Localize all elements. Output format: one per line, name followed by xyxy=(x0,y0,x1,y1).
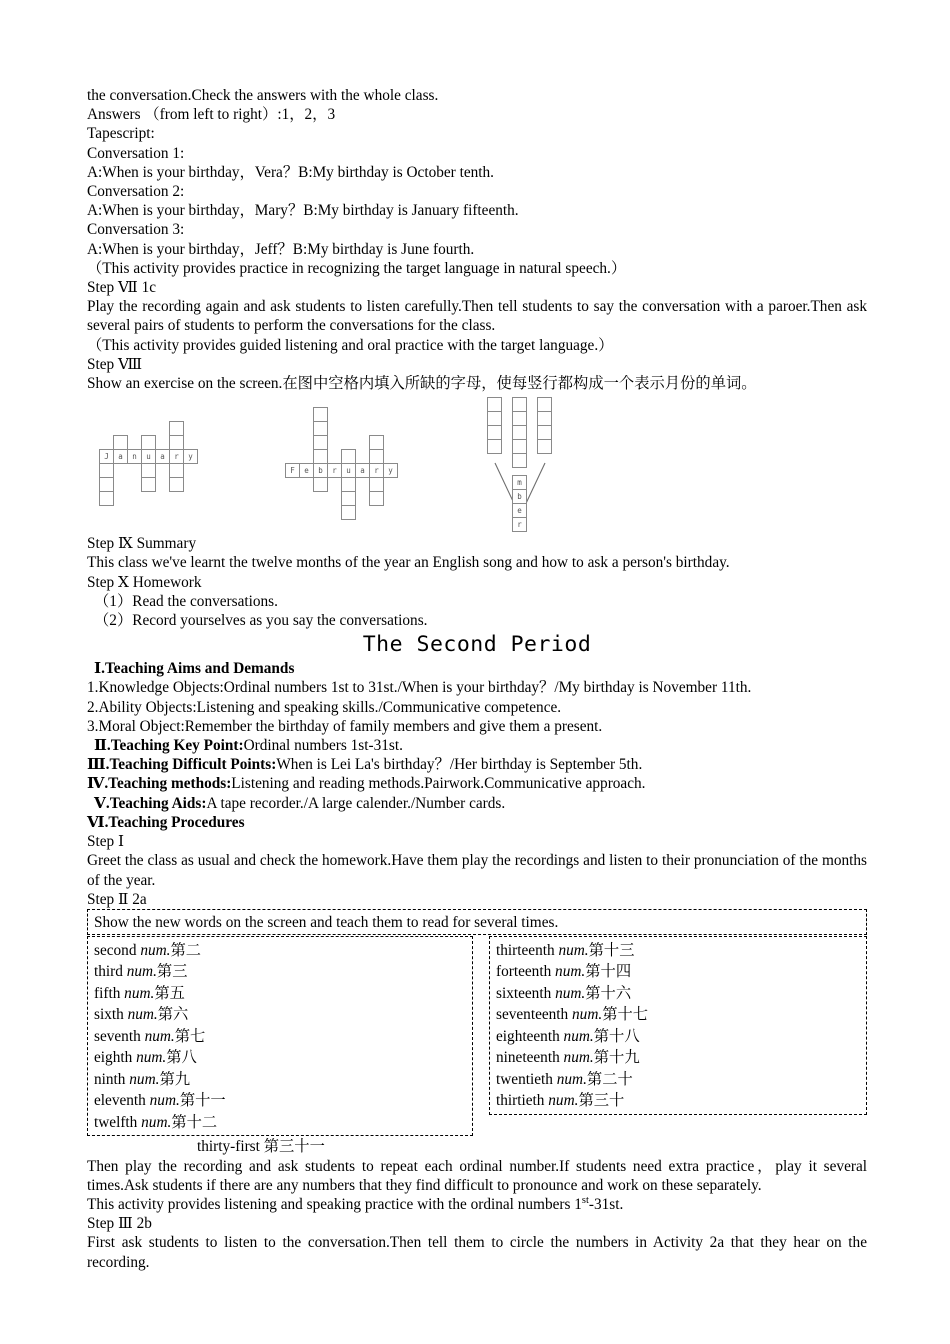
difficult-points-label: Ⅲ.Teaching Difficult Points: xyxy=(87,756,277,774)
january-empty-cell xyxy=(141,435,156,450)
tail-paragraph-1: Then play the recording and ask students to repeat each ordinal number.If students need extra practice，play it several times.Ask students if there are any numbers that they find difficult to pronounce and work on these separately. xyxy=(87,1157,867,1194)
ember-column-3-cell xyxy=(537,439,552,454)
word-chinese: 第十四 xyxy=(585,963,632,981)
key-point-line xyxy=(87,736,867,755)
aids-line xyxy=(87,794,867,813)
january-empty-cell xyxy=(99,491,114,506)
word-chinese: 第十三 xyxy=(588,941,635,959)
word-english: eighteenth xyxy=(496,1027,564,1045)
homework-item-2: （2）Record yourselves as you say the conversations. xyxy=(94,612,428,630)
february-empty-cell xyxy=(313,435,328,450)
word-chinese: 第九 xyxy=(159,1070,191,1088)
word-english: thirtieth xyxy=(496,1092,549,1110)
text-line: Conversation 2: xyxy=(87,183,185,201)
word-english: fifth xyxy=(94,984,125,1002)
word-entry xyxy=(94,1047,466,1069)
february-empty-cell xyxy=(369,449,384,464)
word-chinese: 第二十 xyxy=(586,1070,633,1088)
ember-stem-letter-cell: r xyxy=(512,517,527,532)
word-entry xyxy=(496,1026,860,1048)
word-chinese: 第十九 xyxy=(593,1049,640,1067)
aims-item: 1.Knowledge Objects:Ordinal numbers 1st to 31st./When is your birthday？/My birthday is November 11th. xyxy=(87,679,752,697)
january-letter-cell: u xyxy=(141,449,156,464)
word-entry xyxy=(496,1047,860,1069)
word-list-box-right xyxy=(489,936,867,1115)
word-chinese: 第六 xyxy=(157,1006,189,1024)
aids-text: A tape recorder./A large calender./Number cards. xyxy=(206,794,506,812)
step-1-body: Greet the class as usual and check the homework.Have them play the recordings and listen to their pronunciation of the months of the year. xyxy=(87,852,867,889)
word-english: second xyxy=(94,941,141,959)
word-part-of-speech: num. xyxy=(136,1049,167,1067)
word-entry xyxy=(94,983,466,1005)
word-part-of-speech: num. xyxy=(555,963,586,981)
ember-column-1-cell xyxy=(487,411,502,426)
tail-p2-pre: This activity provides listening and speaking practice with the ordinal numbers 1 xyxy=(87,1196,582,1214)
word-english: forteenth xyxy=(496,963,556,981)
february-empty-cell xyxy=(369,491,384,506)
word-english: seventeenth xyxy=(496,1006,573,1024)
february-letter-cell: a xyxy=(355,463,370,478)
word-entry xyxy=(94,940,466,962)
january-empty-cell xyxy=(141,463,156,478)
february-empty-cell xyxy=(341,449,356,464)
page-title: The Second Period xyxy=(362,632,592,658)
text-line: Tapescript: xyxy=(87,125,155,143)
word-entry xyxy=(94,1112,466,1134)
word-chinese: 第十二 xyxy=(171,1113,218,1131)
text-line: A:When is your birthday，Vera？B:My birthday is October tenth. xyxy=(87,163,494,181)
ember-column-1-cell xyxy=(487,397,502,412)
word-part-of-speech: num. xyxy=(140,941,171,959)
word-entry xyxy=(496,961,860,983)
word-chinese: 第十七 xyxy=(602,1006,649,1024)
word-entry xyxy=(94,1069,466,1091)
january-empty-cell xyxy=(99,463,114,478)
word-entry xyxy=(496,983,860,1005)
february-empty-cell xyxy=(369,435,384,450)
january-letter-cell: a xyxy=(113,449,128,464)
word-english: twentieth xyxy=(496,1070,557,1088)
word-part-of-speech: num. xyxy=(129,1070,160,1088)
word-entry xyxy=(94,1004,466,1026)
ember-column-3-cell xyxy=(537,425,552,440)
methods-line xyxy=(87,774,867,793)
text-line: A:When is your birthday，Mary？B:My birthday is January fifteenth. xyxy=(87,202,519,220)
word-entry xyxy=(94,1026,466,1048)
january-empty-cell xyxy=(141,477,156,492)
january-empty-cell xyxy=(169,421,184,436)
step-heading-7: Step Ⅶ 1c xyxy=(87,279,157,297)
difficult-points-line xyxy=(87,755,867,774)
text-line: （This activity provides practice in recognizing the target language in natural speech.） xyxy=(87,259,627,277)
document-page xyxy=(87,86,867,1272)
february-letter-cell: F xyxy=(285,463,300,478)
word-entry xyxy=(94,961,466,983)
ember-column-1-cell xyxy=(487,425,502,440)
teaching-aims-section xyxy=(87,659,867,909)
word-entry xyxy=(496,940,860,962)
february-letter-cell: r xyxy=(327,463,342,478)
ember-stem-letter-cell: e xyxy=(512,503,527,518)
word-chinese: 第三十 xyxy=(578,1092,625,1110)
word-entry xyxy=(94,1090,466,1112)
tail-p2-post: -31st. xyxy=(588,1196,624,1214)
word-english: eleventh xyxy=(94,1092,150,1110)
february-letter-cell: y xyxy=(383,463,398,478)
word-english: third xyxy=(94,963,127,981)
february-empty-cell xyxy=(313,477,328,492)
thirty-first-line: thirty-first 第三十一 xyxy=(197,1138,325,1156)
word-chinese: 第三 xyxy=(156,963,188,981)
word-part-of-speech: num. xyxy=(141,1113,172,1131)
february-empty-cell xyxy=(369,477,384,492)
february-letter-cell: r xyxy=(369,463,384,478)
step-heading-8: Step Ⅷ xyxy=(87,355,143,373)
difficult-points-text: When is Lei La's birthday？/Her birthday is September 5th. xyxy=(276,756,643,774)
word-part-of-speech: num. xyxy=(572,1006,603,1024)
ordinal-superscript: st xyxy=(581,1194,589,1206)
summary-block xyxy=(87,534,867,630)
word-chinese: 第十一 xyxy=(179,1092,226,1110)
word-english: thirteenth xyxy=(496,941,559,959)
step-heading-2: Step Ⅱ 2a xyxy=(87,890,147,908)
key-point-label: Ⅱ.Teaching Key Point: xyxy=(94,737,244,755)
january-letter-cell: a xyxy=(155,449,170,464)
puzzle-arrows xyxy=(87,397,867,537)
word-english: ninth xyxy=(94,1070,130,1088)
word-entry xyxy=(496,1004,860,1026)
text-line: Conversation 3: xyxy=(87,221,185,239)
word-part-of-speech: num. xyxy=(127,1006,158,1024)
word-entry xyxy=(496,1069,860,1091)
word-part-of-speech: num. xyxy=(144,1027,175,1045)
word-part-of-speech: num. xyxy=(563,1049,594,1067)
top-text-block xyxy=(87,86,867,393)
word-chinese: 第十六 xyxy=(585,984,632,1002)
ember-column-2-cell xyxy=(512,397,527,412)
january-empty-cell xyxy=(169,463,184,478)
word-part-of-speech: num. xyxy=(548,1092,579,1110)
word-part-of-speech: num. xyxy=(556,1070,587,1088)
january-empty-cell xyxy=(113,435,128,450)
word-chinese: 第五 xyxy=(154,984,185,1002)
step-3-body: First ask students to listen to the conversation.Then tell them to circle the numbers in Activity 2a that they hear on the recording. xyxy=(87,1234,867,1271)
word-english: nineteenth xyxy=(496,1049,564,1067)
aims-item: 3.Moral Object:Remember the birthday of family members and give them a present. xyxy=(87,717,603,735)
word-list-box-left xyxy=(87,936,473,1137)
word-part-of-speech: num. xyxy=(149,1092,180,1110)
tail-text-block xyxy=(87,1157,867,1272)
ember-stem-letter-cell: b xyxy=(512,489,527,504)
ember-column-2-cell xyxy=(512,411,527,426)
word-part-of-speech: num. xyxy=(124,984,155,1002)
aims-heading: Ⅰ.Teaching Aims and Demands xyxy=(94,660,295,678)
word-list-columns xyxy=(87,936,867,1137)
text-line: A:When is your birthday，Jeff？B:My birthday is June fourth. xyxy=(87,240,475,258)
month-crossword-puzzle xyxy=(87,397,867,534)
ember-column-2-cell xyxy=(512,425,527,440)
february-empty-cell xyxy=(313,407,328,422)
january-letter-cell: n xyxy=(127,449,142,464)
aims-item: 2.Ability Objects:Listening and speaking skills./Communicative competence. xyxy=(87,698,562,716)
homework-item-1: （1）Read the conversations. xyxy=(94,592,278,610)
word-part-of-speech: num. xyxy=(563,1027,594,1045)
step-heading-1: Step Ⅰ xyxy=(87,833,125,851)
ember-column-1-cell xyxy=(487,439,502,454)
word-english: seventh xyxy=(94,1027,145,1045)
step-7-note: （This activity provides guided listening and oral practice with the target language.） xyxy=(87,336,614,354)
word-part-of-speech: num. xyxy=(555,984,586,1002)
step-heading-3: Step Ⅲ 2b xyxy=(87,1215,152,1233)
text-line: Conversation 1: xyxy=(87,144,185,162)
word-english: twelfth xyxy=(94,1113,142,1131)
methods-text: Listening and reading methods.Pairwork.Communicative approach. xyxy=(231,775,646,793)
february-empty-cell xyxy=(341,477,356,492)
january-empty-cell xyxy=(99,477,114,492)
february-empty-cell xyxy=(313,421,328,436)
word-english: eighth xyxy=(94,1049,137,1067)
methods-label: Ⅳ.Teaching methods: xyxy=(87,775,232,793)
january-empty-cell xyxy=(169,435,184,450)
procedures-label: Ⅵ.Teaching Procedures xyxy=(87,813,245,831)
february-letter-cell: e xyxy=(299,463,314,478)
aids-label: Ⅴ.Teaching Aids: xyxy=(94,794,207,812)
text-line: Answers （from left to right）:1，2，3 xyxy=(87,106,336,124)
ember-column-2-cell xyxy=(512,439,527,454)
ember-stem-letter-cell: m xyxy=(512,475,527,490)
ember-column-3-cell xyxy=(537,411,552,426)
ember-column-3-cell xyxy=(537,397,552,412)
word-part-of-speech: num. xyxy=(126,963,157,981)
ember-column-2-cell xyxy=(512,453,527,468)
new-words-intro-text: Show the new words on the screen and teach them to read for several times. xyxy=(94,913,559,931)
key-point-text: Ordinal numbers 1st-31st. xyxy=(243,737,403,755)
january-letter-cell: r xyxy=(169,449,184,464)
step-8-body: Show an exercise on the screen.在图中空格内填入所缺的字母，使每竖行都构成一个表示月份的单词。 xyxy=(87,375,757,393)
tail-paragraph-2 xyxy=(87,1195,867,1214)
february-empty-cell xyxy=(313,449,328,464)
february-letter-cell: b xyxy=(313,463,328,478)
step-heading-10: Step Ⅹ Homework xyxy=(87,573,202,591)
step-7-body: Play the recording again and ask students to listen carefully.Then tell students to say the conversation with a paroer.Then ask several pairs of students to perform the conversations for the class. xyxy=(87,298,867,335)
february-letter-cell: u xyxy=(341,463,356,478)
text-line: the conversation.Check the answers with the whole class. xyxy=(87,87,439,104)
word-chinese: 第十八 xyxy=(593,1027,640,1045)
new-words-intro-box xyxy=(87,909,867,935)
word-entry xyxy=(496,1090,860,1112)
february-empty-cell xyxy=(341,491,356,506)
word-english: sixth xyxy=(94,1006,128,1024)
summary-text: This class we've learnt the twelve months of the year an English song and how to ask a person's birthday. xyxy=(87,554,730,572)
word-chinese: 第二 xyxy=(170,941,202,959)
january-letter-cell: y xyxy=(183,449,198,464)
word-part-of-speech: num. xyxy=(558,941,589,959)
word-english: sixteenth xyxy=(496,984,556,1002)
january-empty-cell xyxy=(169,477,184,492)
step-heading-9: Step Ⅸ Summary xyxy=(87,535,197,553)
word-chinese: 第八 xyxy=(166,1049,197,1067)
january-letter-cell: J xyxy=(99,449,114,464)
february-empty-cell xyxy=(341,505,356,520)
word-chinese: 第七 xyxy=(174,1027,206,1045)
